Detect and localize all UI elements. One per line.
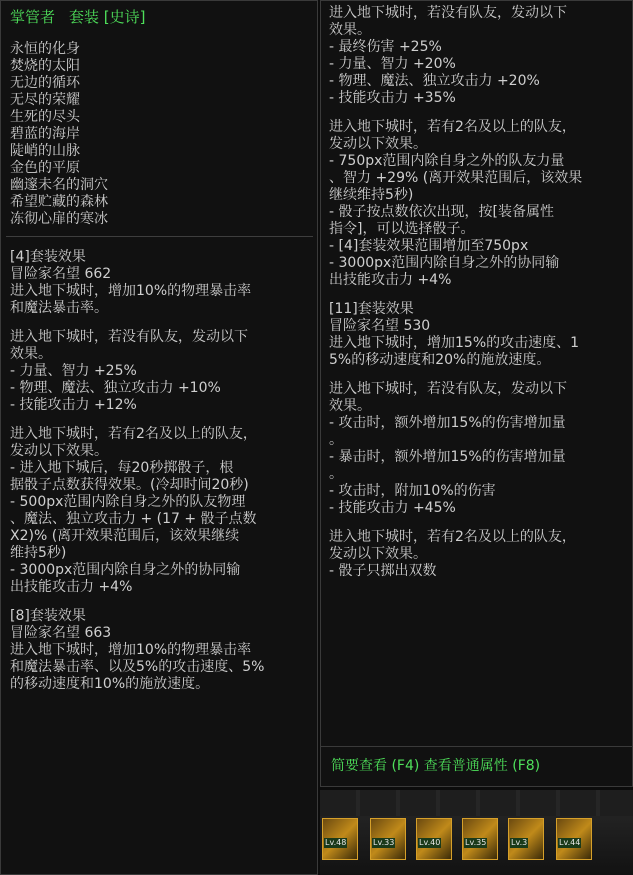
set-title	[10, 7, 309, 27]
view-shortcuts[interactable]: 简要查看 (F4) 查看普通属性 (F8)	[331, 758, 541, 774]
text-line: - [4]套装效果范围增加至750px	[329, 238, 529, 254]
text-line: 继续维持5秒)	[329, 187, 414, 203]
set-item-name[interactable]: 无尽的荣耀	[10, 92, 80, 108]
solo-intro-right	[329, 5, 626, 39]
text-line: - 3000px范围内除自身之外的协同输	[329, 255, 560, 271]
text-line: - 3000px范围内除自身之外的协同输	[10, 562, 241, 578]
text-line: 据骰子点数获得效果。(冷却时间20秒)	[10, 477, 249, 493]
text-line: 和魔法暴击率。	[10, 300, 108, 316]
text-line: - 骰子只掷出双数	[329, 563, 437, 579]
skill-level-label: Lv.35	[465, 838, 487, 847]
solo2-effects	[329, 415, 626, 517]
text-line: - 技能攻击力 +35%	[329, 90, 456, 106]
set4-fame: 冒险家名望 662	[10, 266, 112, 282]
set8-fame: 冒险家名望 663	[10, 625, 112, 641]
set8-desc	[10, 642, 309, 693]
set-item-name[interactable]: 无边的循环	[10, 75, 80, 91]
text-line: 进入地下城时，增加15%的攻击速度、1	[329, 335, 580, 351]
set-item-list	[10, 41, 309, 228]
solo-intro	[10, 329, 309, 363]
text-line: 效果。	[329, 22, 371, 38]
text-line: 出技能攻击力 +4%	[10, 579, 133, 595]
text-line: 的移动速度和10%的施放速度。	[10, 676, 210, 692]
text-line: 、智力 +29% (离开效果范围后，该效果	[329, 170, 583, 186]
text-line: - 进入地下城后，每20秒掷骰子，根	[10, 460, 234, 476]
text-line: - 物理、魔法、独立攻击力 +10%	[10, 380, 221, 396]
skill-level-label: Lv.40	[419, 838, 441, 847]
skill-bar	[320, 790, 633, 875]
set-item-name[interactable]: 陡峭的山脉	[10, 143, 80, 159]
text-line: 进入地下城时，增加10%的物理暴击率	[10, 283, 252, 299]
text-line: - 骰子按点数依次出现，按[装备属性	[329, 204, 554, 220]
set-item-name[interactable]: 希望贮藏的森林	[10, 194, 108, 210]
skill-level-label: Lv.44	[559, 838, 581, 847]
text-line: 进入地下城时，若没有队友，发动以下	[10, 329, 248, 345]
text-line: 进入地下城时，若没有队友，发动以下	[329, 381, 567, 397]
text-line: 和魔法暴击率、以及5%的攻击速度、5%	[10, 659, 265, 675]
text-line: 进入地下城时，若有2名及以上的队友，	[329, 529, 576, 545]
set-item-name[interactable]: 碧蓝的海岸	[10, 126, 80, 142]
text-line: 进入地下城时，增加10%的物理暴击率	[10, 642, 252, 658]
set-item-name[interactable]: 幽邃未名的洞穴	[10, 177, 108, 193]
set-item-name[interactable]: 永恒的化身	[10, 41, 80, 57]
set-tooltip-right	[320, 0, 633, 787]
party-effects-right	[329, 153, 626, 289]
solo-effects	[10, 363, 309, 414]
set-rarity: 套装 [史诗]	[69, 8, 146, 26]
text-line: - 最终伤害 +25%	[329, 39, 442, 55]
text-line: 维持5秒)	[10, 545, 67, 561]
skill-level-label: Lv.3	[511, 838, 528, 847]
set-name: 掌管者	[10, 8, 56, 26]
text-line: 。	[329, 466, 343, 482]
text-line: - 750px范围内除自身之外的队友力量	[329, 153, 565, 169]
text-line: - 攻击时，附加10%的伤害	[329, 483, 496, 499]
text-line: 效果。	[10, 346, 52, 362]
text-line: 发动以下效果。	[329, 546, 427, 562]
party-intro	[10, 426, 309, 460]
text-line: - 物理、魔法、独立攻击力 +20%	[329, 73, 540, 89]
text-line: 效果。	[329, 398, 371, 414]
text-line: 出技能攻击力 +4%	[329, 272, 452, 288]
set11-fame: 冒险家名望 530	[329, 318, 431, 334]
text-line: - 力量、智力 +20%	[329, 56, 456, 72]
text-line: 5%的移动速度和20%的施放速度。	[329, 352, 551, 368]
divider	[321, 746, 632, 747]
party2-intro	[329, 529, 626, 563]
set4-desc	[10, 283, 309, 317]
text-line: - 暴击时，额外增加15%的伤害增加量	[329, 449, 566, 465]
set11-header: [11]套装效果	[329, 301, 414, 317]
party-effects	[10, 460, 309, 596]
set-item-name[interactable]: 焚烧的太阳	[10, 58, 80, 74]
text-line: - 技能攻击力 +45%	[329, 500, 456, 516]
party-intro-right	[329, 119, 626, 153]
set4-header: [4]套装效果	[10, 249, 86, 265]
text-line: X2)% (离开效果范围后，该效果继续	[10, 528, 240, 544]
solo2-intro	[329, 381, 626, 415]
set-item-name[interactable]: 生死的尽头	[10, 109, 80, 125]
text-line: 。	[329, 432, 343, 448]
set-item-name[interactable]: 金色的平原	[10, 160, 80, 176]
skill-level-label: Lv.48	[325, 838, 347, 847]
text-line: 进入地下城时，若有2名及以上的队友，	[329, 119, 576, 135]
text-line: 指令]，可以选择骰子。	[329, 221, 475, 237]
text-line: 发动以下效果。	[329, 136, 427, 152]
text-line: - 技能攻击力 +12%	[10, 397, 137, 413]
solo-effects-right	[329, 39, 626, 107]
set8-header: [8]套装效果	[10, 608, 86, 624]
text-line: 进入地下城时，若有2名及以上的队友，	[10, 426, 257, 442]
text-line: - 攻击时，额外增加15%的伤害增加量	[329, 415, 566, 431]
set11-desc	[329, 335, 626, 369]
text-line: 进入地下城时，若没有队友，发动以下	[329, 5, 567, 21]
divider	[6, 236, 313, 237]
set-item-name[interactable]: 冻彻心扉的寒冰	[10, 211, 108, 227]
skill-row-top	[320, 790, 633, 816]
text-line: - 500px范围内除自身之外的队友物理	[10, 494, 246, 510]
text-line: - 力量、智力 +25%	[10, 363, 137, 379]
text-line: 、魔法、独立攻击力 + (17 + 骰子点数	[10, 511, 257, 527]
text-line: 发动以下效果。	[10, 443, 108, 459]
party2-effects	[329, 563, 626, 580]
skill-level-label: Lv.33	[373, 838, 395, 847]
